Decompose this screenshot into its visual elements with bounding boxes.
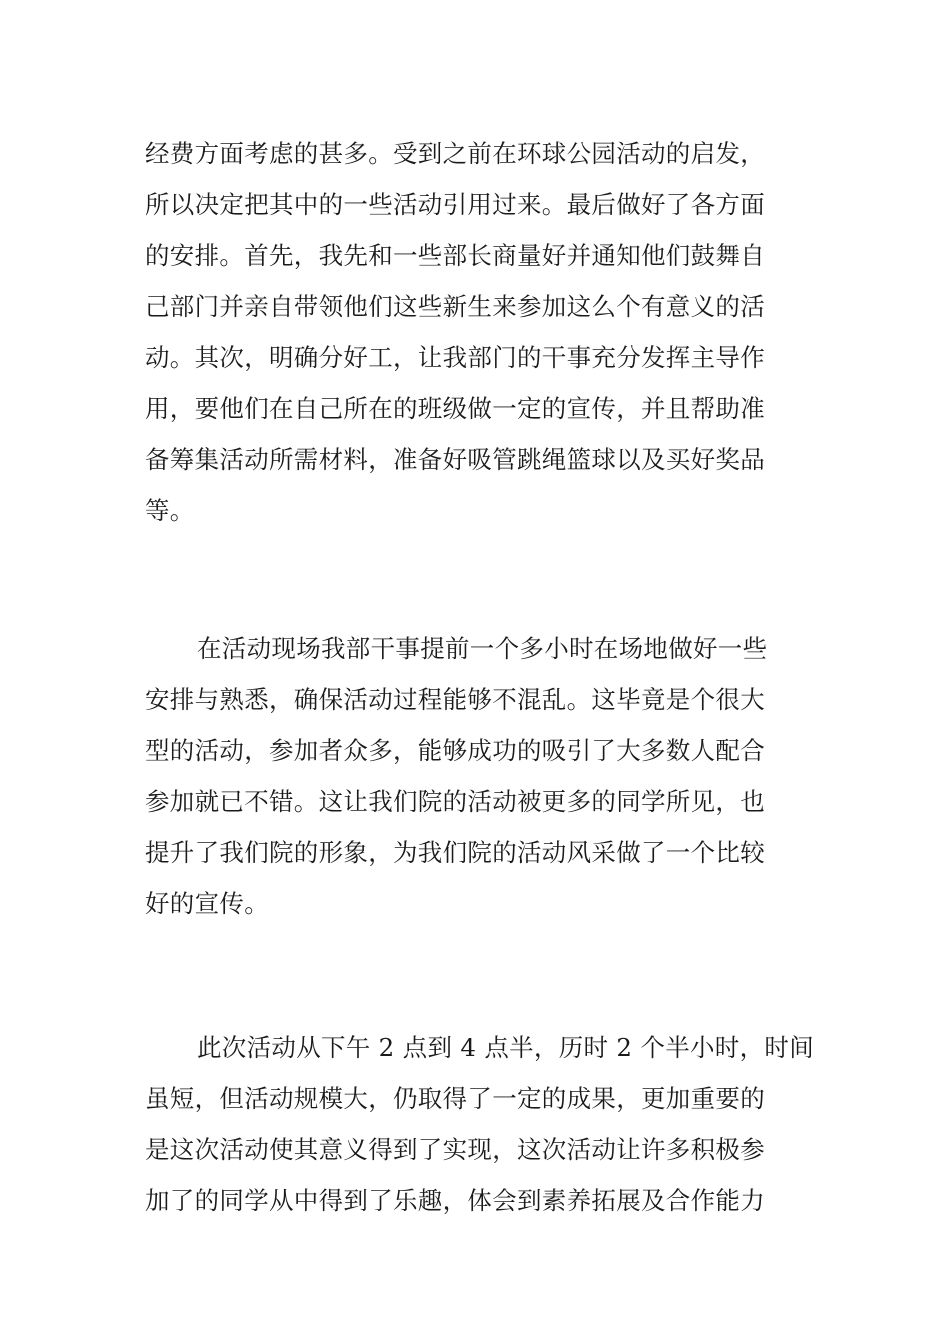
text-line: 在活动现场我部干事提前一个多小时在场地做好一些: [197, 634, 768, 663]
text-line: 等。: [145, 496, 195, 525]
text-line: 此次活动从下午 2 点到 4 点半，历时 2 个半小时，时间: [197, 1033, 814, 1062]
text-line: 好的宣传。: [145, 889, 269, 918]
text-line: 动。其次，明确分好工，让我部门的干事充分发挥主导作: [145, 343, 765, 372]
text-line: 备筹集活动所需材料，准备好吸管跳绳篮球以及买好奖品: [145, 445, 765, 474]
text-line: 经费方面考虑的甚多。受到之前在环球公园活动的启发，: [145, 139, 765, 168]
text-line: 己部门并亲自带领他们这些新生来参加这么个有意义的活: [145, 292, 765, 321]
text-line: 虽短，但活动规模大，仍取得了一定的成果，更加重要的: [145, 1084, 765, 1113]
paragraph-3: [145, 1022, 814, 1226]
text-line: 所以决定把其中的一些活动引用过来。最后做好了各方面: [145, 190, 765, 219]
text-line: 加了的同学从中得到了乐趣，体会到素养拓展及合作能力: [145, 1186, 765, 1215]
text-line: 用，要他们在自己所在的班级做一定的宣传，并且帮助准: [145, 394, 765, 423]
text-line: 安排与熟悉，确保活动过程能够不混乱。这毕竟是个很大: [145, 685, 765, 714]
text-line: 的安排。首先，我先和一些部长商量好并通知他们鼓舞自: [145, 241, 765, 270]
paragraph-2: [145, 623, 810, 929]
paragraph-1: [145, 128, 810, 536]
text-line: 是这次活动使其意义得到了实现，这次活动让许多积极参: [145, 1135, 765, 1164]
text-line: 参加就已不错。这让我们院的活动被更多的同学所见，也: [145, 787, 765, 816]
text-line: 型的活动，参加者众多，能够成功的吸引了大多数人配合: [145, 736, 765, 765]
text-line: 提升了我们院的形象，为我们院的活动风采做了一个比较: [145, 838, 765, 867]
